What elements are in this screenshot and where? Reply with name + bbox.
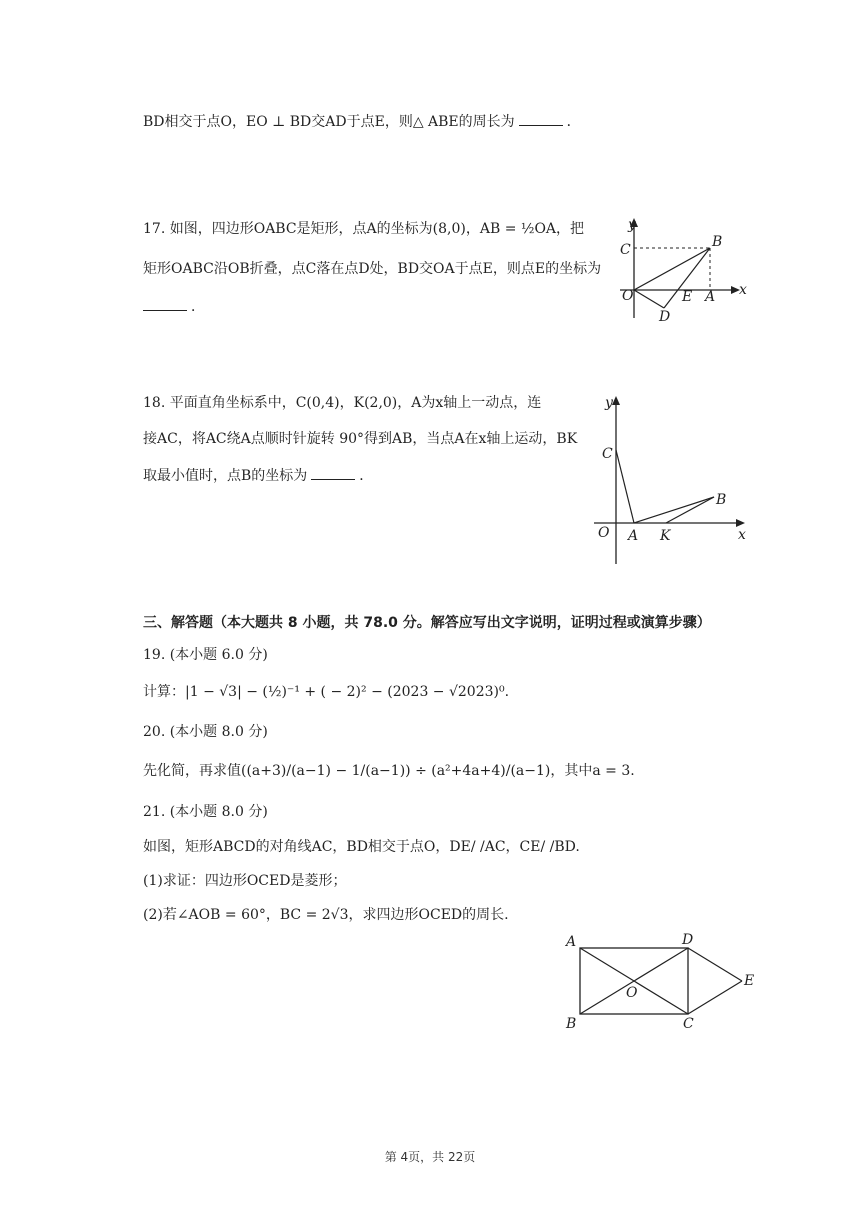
q20-body: 先化简，再求值((a+3)/(a−1) − 1/(a−1)) ÷ (a²+4a+4)/(a−1)，其中a = 3. [143, 763, 635, 779]
answer-blank [519, 111, 563, 126]
q17-figure [612, 212, 752, 327]
q20-heading: 20. (本小题 8.0 分) [143, 724, 268, 740]
q16-text: BD相交于点O，EO ⊥ BD交AD于点E，则△ ABE的周长为 [143, 114, 515, 130]
q18-line-2: 接AC，将AC绕A点顺时针旋转 90°得到AB，当点A在x轴上运动，BK [143, 431, 578, 447]
q17-line-3 [143, 296, 205, 317]
segment-ca [616, 450, 634, 523]
q19-heading: 19. (本小题 6.0 分) [143, 647, 268, 663]
q16-line [143, 111, 581, 132]
q17-line-1: 17. 如图，四边形OABC是矩形，点A的坐标为(8,0)，AB = ½OA，把 [143, 221, 585, 237]
label-b: B [566, 1016, 577, 1030]
q21-part2: (2)若∠AOB = 60°，BC = 2√3，求四边形OCED的周长. [143, 907, 509, 923]
label-c: C [620, 242, 631, 258]
answer-blank [143, 296, 187, 311]
page-footer: 第 4页，共 22页 [384, 1150, 476, 1164]
q17-end: ． [191, 299, 205, 315]
y-arrow-icon [612, 396, 620, 405]
segment-de [688, 948, 742, 981]
q18-end: ． [359, 468, 374, 484]
label-x: x [739, 282, 747, 298]
label-x: x [738, 527, 746, 543]
label-k: K [660, 528, 671, 544]
label-o: O [622, 288, 634, 304]
q18-line-1: 18. 平面直角坐标系中，C(0,4)，K(2,0)，A为x轴上一动点，连 [143, 395, 542, 411]
q21-heading: 21. (本小题 8.0 分) [143, 804, 268, 820]
q21-figure [560, 930, 765, 1030]
label-b: B [716, 492, 727, 508]
segment-od [634, 290, 664, 308]
label-y: y [605, 395, 613, 411]
q18-line-3 [143, 465, 373, 486]
label-o: O [626, 985, 638, 1001]
segment-ce [688, 981, 742, 1014]
q17-line-2: 矩形OABC沿OB折叠，点C落在点D处，BD交OA于点E，则点E的坐标为 [143, 261, 602, 277]
label-a: A [566, 934, 577, 950]
section-heading: 三、解答题（本大题共 8 小题，共 78.0 分。解答应写出文字说明，证明过程或演算步骤） [143, 615, 711, 631]
label-e: E [744, 973, 755, 989]
q21-body: 如图，矩形ABCD的对角线AC，BD相交于点O，DE/ /AC，CE/ /BD. [143, 839, 580, 855]
segment-ob [634, 248, 710, 290]
label-y: y [628, 217, 636, 233]
label-c: C [602, 446, 613, 462]
label-e: E [682, 289, 693, 305]
label-a: A [628, 528, 639, 544]
label-o: O [598, 525, 610, 541]
q19-body: 计算：|1 − √3| − (½)⁻¹ + ( − 2)² − (2023 − √2023)⁰. [143, 684, 510, 700]
q18-text: 取最小值时，点B的坐标为 [143, 468, 308, 484]
q16-end: ． [566, 114, 581, 130]
q21-part1: (1)求证：四边形OCED是菱形； [143, 873, 347, 889]
label-a: A [705, 289, 716, 305]
q18-figure [588, 392, 753, 567]
label-b: B [712, 234, 723, 250]
answer-blank [311, 465, 355, 480]
label-c: C [683, 1016, 694, 1030]
label-d: D [659, 309, 671, 325]
x-arrow-icon [736, 519, 745, 527]
label-d: D [682, 932, 694, 948]
